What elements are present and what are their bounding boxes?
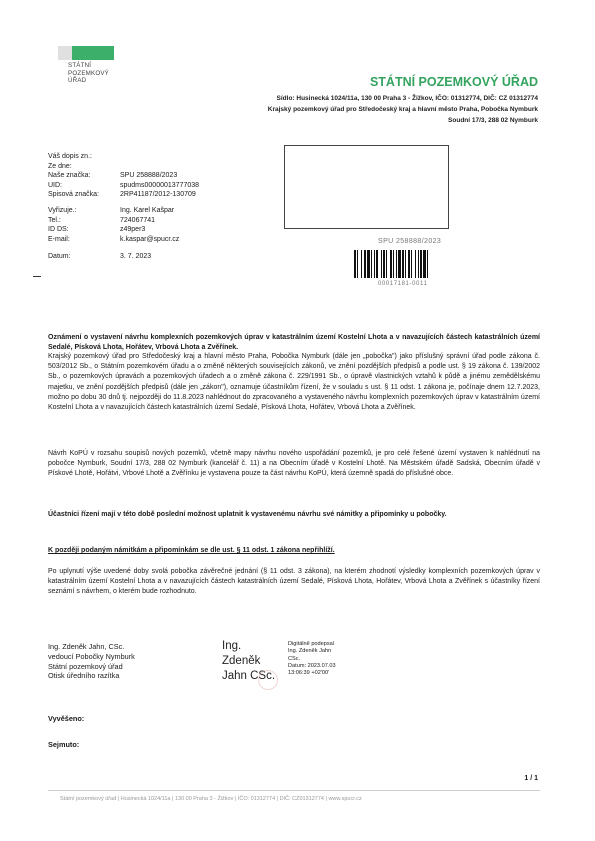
signatory-block: Ing. Zdeněk Jahn, CSc. vedoucí Pobočky Nymburk Státní pozemkový úřad Otisk úředního razítka: [48, 642, 135, 681]
paragraph-1: Krajský pozemkový úřad pro Středočeský kraj a hlavní město Praha, Pobočka Nymburk (dále jen „pobočka") jako příslušný správní úřad podle zákona č. 503/2012 Sb., o Státním pozemkovém úřadu a o změně některých souvisejících zákonů, ve znění pozdějších předpisů a podle ust. § 19 zákona č. 139/2002 Sb., o pozemkových úpravách a pozemkových úřadech a o změně zákona č. 229/1991 Sb., o úpravě vlastnických vztahů k půdě a jinému zemědělskému majetku, ve znění pozdějších předpisů (dále jen „zákon"), oznamuje účastníkům řízení, že v souladu s ust. § 11 odst. 1 zákona je, počínaje dnem 12.7.2023, možno po dobu 30 dnů tj. nejpozději do 11.8.2023 nahlédnout do zpracovaného a vystaveného návrhu komplexních pozemkových úprav v katastrálním území Kostelní Lhota a v navazujících částech katastrálních území Sedalé, Písková Lhota, Hořátev, Vrbová Lhota a Zvěřínek.: [48, 353, 540, 412]
barcode-bar: [418, 250, 419, 278]
barcode-label: SPU 258888/2023: [378, 238, 442, 245]
barcode-number: 00017181-0011: [378, 281, 428, 287]
barcode-bar: [390, 250, 392, 278]
barcode-bar: [374, 250, 375, 278]
barcode-bar: [393, 250, 394, 278]
barcode-bar: [381, 250, 382, 278]
barcode-bar: [408, 250, 410, 278]
email-link[interactable]: k.kaspar@spucr.cz: [120, 235, 180, 243]
reference-block: Váš dopis zn.: Ze dne: Naše značka: SPU 258888/2023 UID: spudms00000013777038 Spisová značka: 2RP41187/2012-130709 Vyřizuje.: Ing. Karel Kašpar Tel.: 724067741 ID DS: z49per3 E-mail: k.kaspar@spucr.cz Datum: 3. 7. 2023: [48, 153, 200, 261]
digital-signature-details: Digitálně podepsal Ing. Zdeněk Jahn CSc. Datum: 2023.07.03 13:06:39 +02'00': [288, 641, 336, 677]
footer-text: Státní pozemkový úřad | Husinecká 1024/11a | 130 00 Praha 3 - Žižkov | IČO: 01312774 | DIČ: CZ01312774 | www.spucr.cz: [60, 796, 362, 802]
paragraph-5: Po uplynutí výše uvedené doby svolá pobočka závěrečné jednání (§ 11 odst. 3 zákona), na kterém zhodnotí výsledky komplexních pozemkových úprav v katastrálním území Kostelní Lhota a v navazujících částech katastrálních území Sedalé, Písková Lhota, Hořátev, Vrbová Lhota a Zvěřínek s účastníky řízení seznámí s návrhem, o kterém bude rozhodnuto.: [48, 568, 540, 596]
paragraph-2: Návrh KoPÚ v rozsahu soupisů nových pozemků, včetně mapy návrhu nového uspořádání pozemků, je pro celé řešené území vystaven k nahlédnutí na pobočce Nymburk, Soudní 17/3, 288 02 Nymburk (kancelář č. 11) a na Obecním úřadě v Kostelní Lhotě. Na Městském úřadě Sadská, Obecním úřadě v Pískové Lhotě, Hořátvi, Vrbové Lhotě a Zvěřínku je vystavena pouze ta část návrhu KoPÚ, která územně spadá do příslušné obce.: [48, 450, 540, 478]
barcode-bar: [367, 250, 370, 278]
barcode-bar: [364, 250, 366, 278]
subject-line: Oznámení o vystavení návrhu komplexních pozemkových úprav v katastrálním území Kostelní Lhota a v navazujících částech katastrálních území Sedalé, Písková Lhota, Hořátev, Vrbová Lhota a Zvěřínek.: [48, 334, 540, 352]
posted-label: Vyvěšeno:: [48, 714, 85, 723]
barcode-bar: [354, 250, 356, 278]
signature-stamp: [258, 670, 278, 690]
barcode-bar: [396, 250, 397, 278]
paragraph-4: K později podaným námitkám a připomínkám se dle ust. § 11 odst. 1 zákona nepřihlíží.: [48, 547, 335, 554]
digital-signature-name: Ing. Zdeněk Jahn CSc.: [222, 640, 276, 682]
barcode-bar: [361, 250, 362, 278]
barcode-bar: [423, 250, 426, 278]
barcode: [354, 250, 456, 284]
barcode-bar: [420, 250, 422, 278]
barcode-bar: [371, 250, 372, 278]
page-number: 1 / 1: [524, 775, 538, 782]
barcode-bar: [386, 250, 387, 278]
header-branch: Krajský pozemkový úřad pro Středočeský kraj a hlavní město Praha, Pobočka Nymburk: [267, 106, 538, 113]
paragraph-3: Účastníci řízení mají v této době poslední možnost uplatnit k vystavenému návrhu své námitky a připomínky u pobočky.: [48, 511, 447, 518]
address-window: [284, 145, 449, 229]
header-address: Sídlo: Husinecká 1024/11a, 130 00 Praha 3 - Žižkov, IČO: 01312774, DIČ: CZ 01312774: [276, 95, 538, 102]
barcode-bar: [402, 250, 404, 278]
footer-divider: [48, 790, 540, 791]
barcode-bar: [427, 250, 428, 278]
barcode-bar: [383, 250, 385, 278]
barcode-bar: [357, 250, 358, 278]
barcode-bar: [415, 250, 416, 278]
header-branch-address: Soudní 17/3, 288 02 Nymburk: [448, 117, 538, 124]
barcode-bar: [405, 250, 406, 278]
removed-label: Sejmuto:: [48, 740, 80, 749]
logo-text: STÁTNÍ POZEMKOVÝ ÚŘAD: [68, 62, 109, 84]
organization-title: STÁTNÍ POZEMKOVÝ ÚŘAD: [369, 75, 538, 89]
barcode-bar: [411, 250, 412, 278]
fold-mark: [33, 276, 41, 277]
barcode-bar: [376, 250, 378, 278]
barcode-bar: [398, 250, 401, 278]
